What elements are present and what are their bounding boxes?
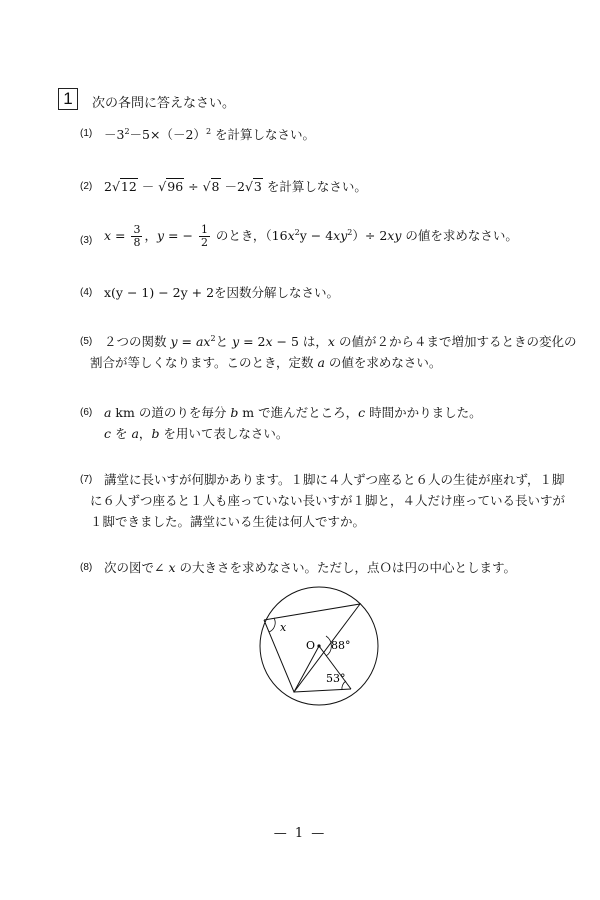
problem-7-line-2: に６人ずつ座ると１人も座っていない長いすが１脚と，４人だけ座っている長いすが — [90, 493, 566, 508]
problem-5-number: (5) — [80, 336, 93, 347]
problem-8-text: 次の図で∠ x の大きさを求めなさい。ただし，点Ｏは円の中心とします。 — [104, 560, 516, 575]
problem-1-text: $-3^2-5\times(-2)^2$ を計算しなさい。 — [104, 126, 316, 142]
center-label: O — [306, 639, 316, 652]
center-point — [317, 644, 320, 647]
base-chord — [294, 689, 351, 692]
problem-1-number: (1) — [80, 128, 93, 139]
problem-4-number: (4) — [80, 287, 93, 298]
problem-7-number: (7) — [80, 474, 93, 485]
angle-88-label: 88° — [331, 639, 351, 652]
problem-3-text: x = $\frac{3}{8}$ ，y = − $\frac{1}{2}$ のとき，$(16x^2y - 4xy^2)\div 2xy$ の値を求めなさい。 — [104, 223, 518, 249]
angle-x-arc — [269, 618, 275, 632]
problem-8-number: (8) — [80, 562, 93, 573]
question-heading: 次の各問に答えなさい。 — [92, 96, 236, 111]
problem-5-line-1: ２つの関数 $y = ax^2$と y = 2x − 5 は，x の値が２から４まで増加するときの変化の — [104, 333, 577, 349]
problem-5-line-2: 割合が等しくなります。このとき，定数 a の値を求めなさい。 — [90, 355, 442, 370]
question-number-box: 1 — [58, 88, 78, 110]
problem-3-number: (3) — [80, 235, 93, 246]
problem-7-line-3: １脚できました。講堂にいる生徒は何人ですか。 — [90, 514, 366, 529]
problem-6-line-2: c を a，b を用いて表しなさい。 — [104, 426, 289, 441]
problem-6-line-1: a km の道のりを毎分 b m で進んだところ，c 時間かかりました。 — [104, 405, 482, 420]
problem-7-line-1: 講堂に長いすが何脚かあります。１脚に４人ずつ座ると６人の生徒が座れず，１脚 — [104, 472, 565, 487]
angle-x-label: x — [280, 621, 287, 634]
problem-4-text: x(y − 1) − 2y + 2を因数分解しなさい。 — [104, 285, 340, 300]
page-number: — 1 — — [273, 826, 327, 841]
problem-2-text: 2√12 － √96 ÷ √8 －2√3 を計算しなさい。 — [104, 179, 367, 194]
problem-6-number: (6) — [80, 407, 93, 418]
circle-geometry-figure — [250, 582, 390, 717]
problem-2-number: (2) — [80, 181, 93, 192]
angle-53-label: 53° — [326, 672, 346, 685]
